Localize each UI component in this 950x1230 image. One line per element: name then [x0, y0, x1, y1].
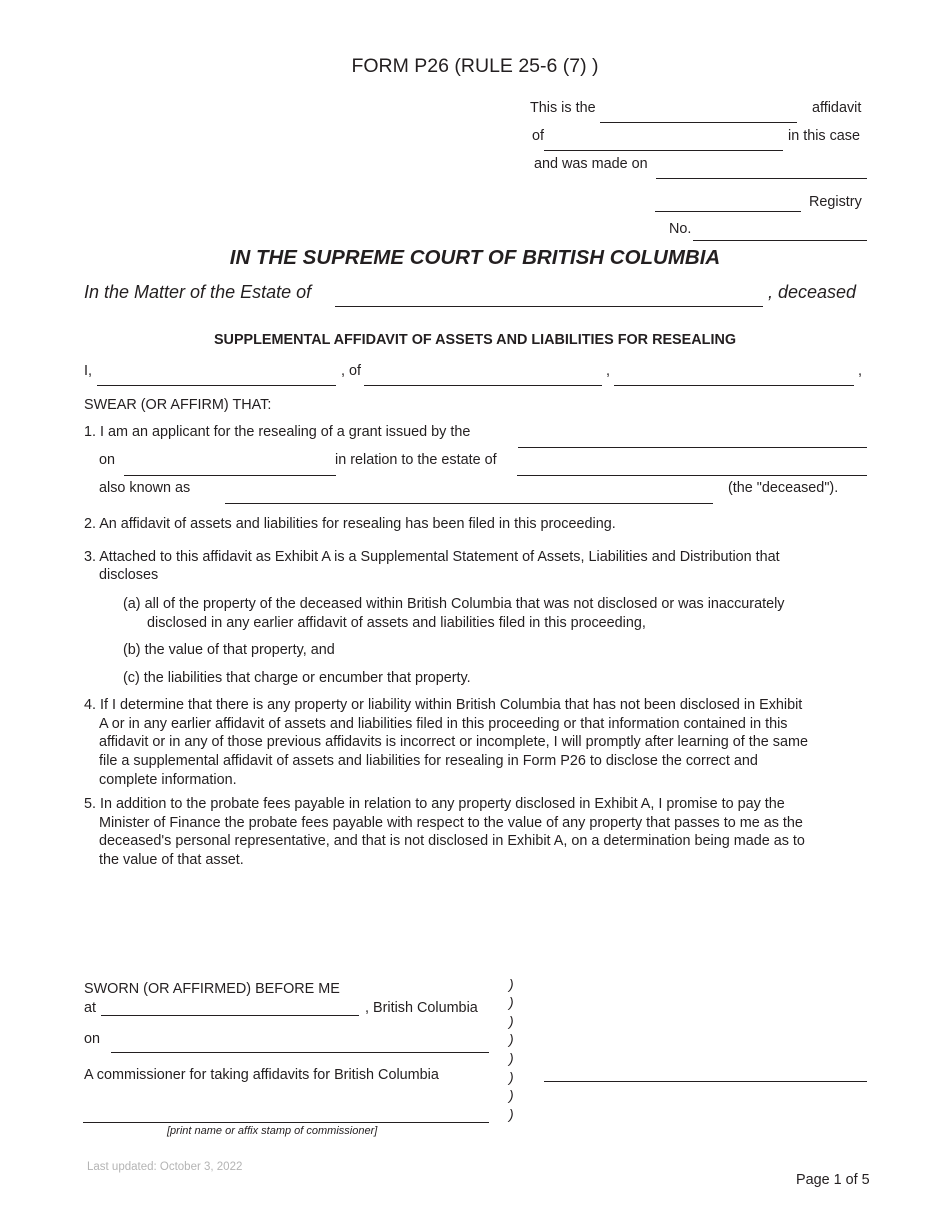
jurat-date-field[interactable] — [111, 1052, 489, 1053]
commissioner-name-field[interactable] — [83, 1122, 489, 1123]
made-on-label: and was made on — [534, 156, 648, 172]
item-1-on-label: on — [99, 452, 116, 468]
comma-1: , — [606, 363, 610, 379]
paren-1: ) — [509, 976, 514, 992]
sworn-before-me: SWORN (OR AFFIRMED) BEFORE ME — [84, 981, 340, 997]
jurat-at-label: at — [84, 1000, 97, 1016]
item-5-line-1: 5. In addition to the probate fees payable in relation to any property disclosed in Exhibit A, I promise to pay the — [84, 796, 785, 812]
item-4-line-5: complete information. — [99, 772, 237, 788]
grant-court-field[interactable] — [518, 447, 867, 448]
commissioner-label: A commissioner for taking affidavits for British Columbia — [84, 1067, 439, 1083]
item-3a-line-2: disclosed in any earlier affidavit of assets and liabilities filed in this proceeding, — [147, 615, 646, 631]
item-2: 2. An affidavit of assets and liabilities for resealing has been filed in this proceeding. — [84, 516, 616, 532]
british-columbia-label: , British Columbia — [365, 1000, 478, 1016]
paren-2: ) — [509, 994, 514, 1010]
item-5-line-3: deceased's personal representative, and that is not disclosed in Exhibit A, on a determination being made as to — [99, 833, 805, 849]
page-number: Page 1 of 5 — [796, 1172, 870, 1188]
in-relation-label: in relation to the estate of — [335, 452, 497, 468]
registry-label: Registry — [809, 194, 862, 210]
item-3a-line-1: (a) all of the property of the deceased within British Columbia that was not disclosed or was inaccurately — [123, 596, 785, 612]
paren-6: ) — [509, 1069, 514, 1085]
estate-name-field[interactable] — [335, 306, 763, 307]
court-number-field[interactable] — [693, 240, 867, 241]
also-known-as-label: also known as — [99, 480, 191, 496]
item-4-line-1: 4. If I determine that there is any property or liability within British Columbia that has not been disclosed in Exhibit — [84, 697, 803, 713]
estate-suffix: , deceased — [768, 282, 857, 302]
court-title: IN THE SUPREME COURT OF BRITISH COLUMBIA — [229, 246, 721, 269]
paren-5: ) — [509, 1050, 514, 1066]
jurat-on-label: on — [84, 1031, 101, 1047]
last-updated: Last updated: October 3, 2022 — [87, 1161, 243, 1173]
in-this-case-label: in this case — [788, 128, 860, 144]
deponent-signature-field[interactable] — [544, 1081, 867, 1082]
item-5-line-2: Minister of Finance the probate fees payable with respect to the value of any property that passes to me as the — [99, 815, 803, 831]
of-comma-label: , of — [341, 363, 361, 379]
estate-prefix: In the Matter of the Estate of — [84, 282, 312, 302]
document-title: SUPPLEMENTAL AFFIDAVIT OF ASSETS AND LIABILITIES FOR RESEALING — [213, 332, 737, 348]
item-4-line-2: A or in any earlier affidavit of assets and liabilities filed in this proceeding or that information contained in this — [99, 716, 788, 732]
item-3-line-2: discloses — [99, 567, 159, 583]
deponent-name-field[interactable] — [544, 150, 783, 151]
affidavit-ordinal-field[interactable] — [600, 122, 797, 123]
item-3-line-1: 3. Attached to this affidavit as Exhibit A is a Supplemental Statement of Assets, Liabilities and Distribution that — [84, 549, 780, 565]
of-label: of — [532, 128, 545, 144]
estate-of-field[interactable] — [517, 475, 867, 476]
the-deceased-label: (the "deceased"). — [728, 480, 839, 496]
grant-date-field[interactable] — [124, 475, 336, 476]
applicant-address-field[interactable] — [364, 385, 602, 386]
also-known-as-field[interactable] — [225, 503, 713, 504]
applicant-occupation-field[interactable] — [614, 385, 854, 386]
item-5-line-4: the value of that asset. — [99, 852, 244, 868]
paren-8: ) — [509, 1106, 514, 1122]
print-name-caption: [print name or affix stamp of commissioner] — [167, 1125, 378, 1137]
jurat-place-field[interactable] — [101, 1015, 359, 1016]
comma-2: , — [858, 363, 862, 379]
registry-field[interactable] — [655, 211, 801, 212]
paren-4: ) — [509, 1031, 514, 1047]
paren-7: ) — [509, 1087, 514, 1103]
applicant-name-field[interactable] — [97, 385, 336, 386]
form-title: FORM P26 (RULE 25-6 (7) ) — [351, 55, 599, 77]
number-label: No. — [669, 221, 692, 237]
swear-heading: SWEAR (OR AFFIRM) THAT: — [84, 397, 272, 413]
item-4-line-3: affidavit or in any of those previous affidavits is incorrect or incomplete, I will promptly after learning of the same — [99, 734, 808, 750]
item-3b: (b) the value of that property, and — [123, 642, 335, 658]
this-is-the-label: This is the — [530, 100, 596, 116]
affidavit-label: affidavit — [812, 100, 862, 116]
i-label: I, — [84, 363, 92, 379]
item-3c: (c) the liabilities that charge or encumber that property. — [123, 670, 471, 686]
paren-3: ) — [509, 1013, 514, 1029]
item-4-line-4: file a supplemental affidavit of assets and liabilities for resealing in Form P26 to disclose the correct and — [99, 753, 758, 769]
item-1-line-1: 1. I am an applicant for the resealing of a grant issued by the — [84, 424, 471, 440]
made-on-date-field[interactable] — [656, 178, 867, 179]
